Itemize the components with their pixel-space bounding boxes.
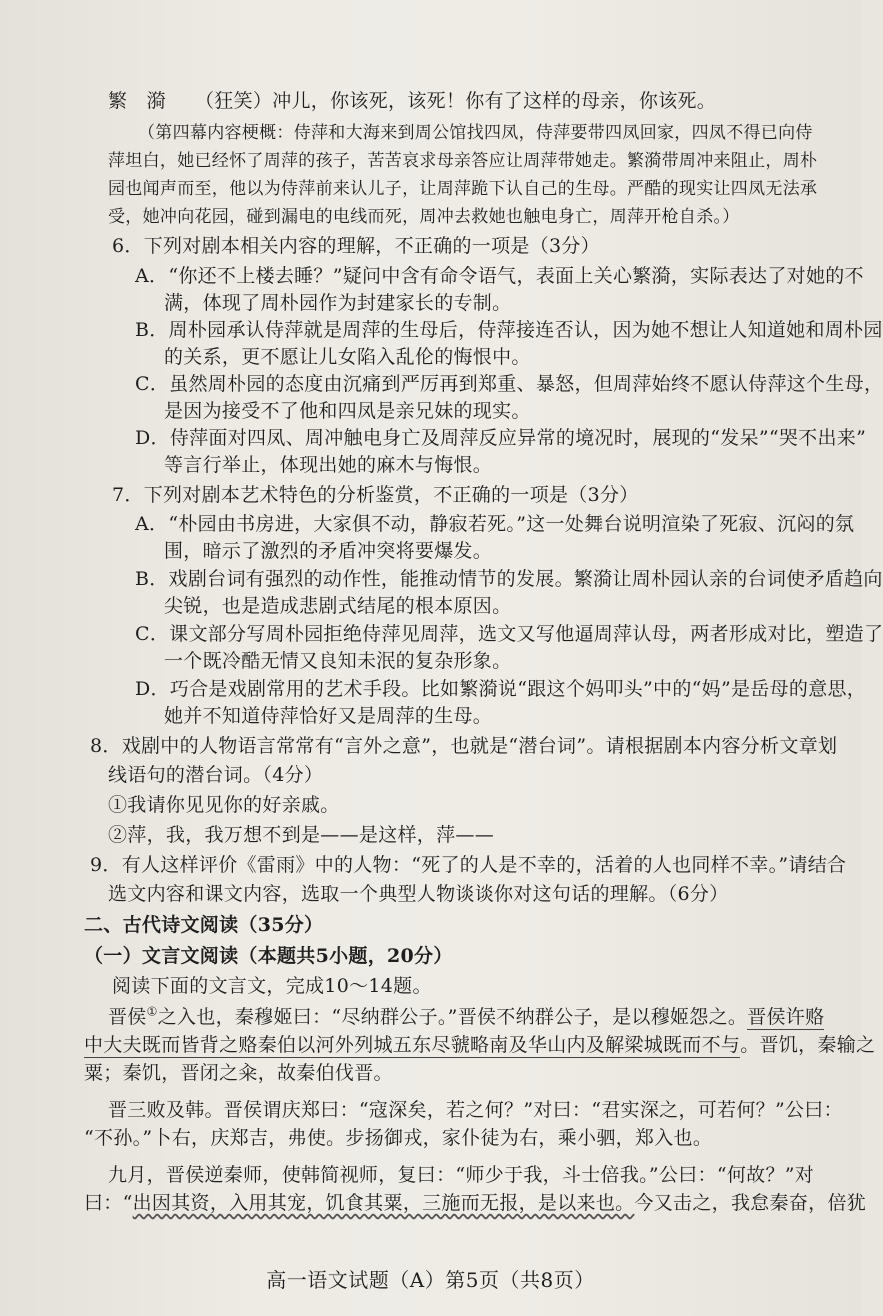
underlined-sentence-part-1: 晋侯许赂 (747, 1006, 825, 1028)
q6-option-c-cont: 是因为接受不了他和四凤是亲兄妹的现实。 (164, 400, 531, 422)
q7-option-a-cont: 围，暗示了激烈的矛盾冲突将要爆发。 (164, 540, 493, 562)
classical-para-3-line-1: 九月，晋侯逆秦师，使韩简视师，复曰：“师少于我，斗士倍我。”公曰：“何故？”对 (108, 1164, 815, 1186)
classical-para-3-line-2: 曰：“出因其资，入用其宠，饥食其粟，三施而无报，是以来也。今又击之，我怠秦奋，倍犹 (84, 1192, 867, 1214)
q7-option-a: A．“朴园由书房进，大家俱不动，静寂若死。”这一处舞台说明渲染了死寂、沉闷的氛 (135, 513, 855, 535)
question-8-stem-cont: 线语句的潜台词。（4分） (108, 764, 324, 786)
wavy-underlined-sentence: 出因其资，入用其宠，饥食其粟，三施而无报，是以来也。 (132, 1192, 635, 1214)
reading-instruction: 阅读下面的文言文，完成10～14题。 (112, 975, 432, 997)
underlined-sentence-part-2: 中大夫既而皆背之赂秦伯以河外列城五东尽虢略南及华山内及解梁城既而不与 (84, 1034, 741, 1056)
classical-para-1-line-3: 粟；秦饥，晋闭之籴，故秦伯伐晋。 (84, 1062, 393, 1084)
classical-para-1-line-1: 晋侯①之入也，秦穆姬曰：“尽纳群公子。”晋侯不纳群公子，是以穆姬怨之。晋侯许赂 (108, 1004, 825, 1028)
q7-option-d-cont: 她并不知道侍萍恰好又是周萍的生母。 (164, 705, 493, 727)
q7-option-b: B．戏剧台词有强烈的动作性，能推动情节的发展。繁漪让周朴园认亲的台词使矛盾趋向 (135, 568, 883, 590)
q7-option-c-cont: 一个既冷酷无情又良知未泯的复杂形象。 (164, 650, 512, 672)
script-line-fanyi: 繁 漪 （狂笑）冲儿，你该死，该死！你有了这样的母亲，你该死。 (108, 90, 717, 112)
q7-option-c: C．课文部分写周朴园拒绝侍萍见周萍，选文又写他逼周萍认母，两者形成对比，塑造了 (135, 623, 883, 645)
q7-option-d: D．巧合是戏剧常用的艺术手段。比如繁漪说“跟这个妈叩头”中的“妈”是岳母的意思， (135, 678, 867, 700)
q6-option-b: B．周朴园承认侍萍就是周萍的生母后，侍萍接连否认，因为她不想让人知道她和周朴园 (135, 319, 883, 341)
q7-option-b-cont: 尖锐，也是造成悲剧式结尾的根本原因。 (164, 595, 512, 617)
page-footer: 高一语文试题（A）第5页（共8页） (266, 1268, 595, 1292)
q6-option-d: D．侍萍面对四凤、周冲触电身亡及周萍反应异常的境况时，展现的“发呆”“哭不出来” (135, 427, 867, 449)
classical-para-1-line-2: 中大夫既而皆背之赂秦伯以河外列城五东尽虢略南及华山内及解梁城既而不与。晋饥，秦输之 (84, 1034, 876, 1056)
synopsis-line-3: 园也闻声而至，他以为侍萍前来认儿子，让周萍跪下认自己的生母。严酷的现实让四凤无法承 (108, 179, 818, 199)
question-7-stem: 7．下列对剧本艺术特色的分析鉴赏，不正确的一项是（3分） (112, 484, 639, 506)
section-2-heading: 二、古代诗文阅读（35分） (84, 914, 324, 936)
q6-option-d-cont: 等言行举止，体现出她的麻木与悔恨。 (164, 454, 493, 476)
q8-item-1: ①我请你见见你的好亲戚。 (108, 794, 340, 816)
synopsis-line-2: 萍坦白，她已经怀了周萍的孩子，苦苦哀求母亲答应让周萍带她走。繁漪带周冲来阻止，周朴 (108, 151, 818, 171)
synopsis-line-1: （第四幕内容梗概：侍萍和大海来到周公馆找四凤，侍萍要带四凤回家，四凤不得已向侍 (138, 123, 813, 143)
question-8-stem: 8．戏剧中的人物语言常常有“言外之意”，也就是“潜台词”。请根据剧本内容分析文章划 (90, 735, 838, 757)
question-6-stem: 6．下列对剧本相关内容的理解，不正确的一项是（3分） (112, 235, 600, 257)
synopsis-line-4: 受，她冲向花园，碰到漏电的电线而死，周冲去救她也触电身亡，周萍开枪自杀。） (108, 207, 740, 227)
classical-para-2-line-2: “不孙。”卜右，庆郑吉，弗使。步扬御戎，家仆徒为右，乘小驷，郑入也。 (84, 1127, 713, 1149)
q6-option-a: A．“你还不上楼去睡？”疑问中含有命令语气，表面上关心繁漪，实际表达了对她的不 (135, 265, 864, 287)
subsection-heading: （一）文言文阅读（本题共5小题，20分） (84, 945, 453, 967)
classical-para-2-line-1: 晋三败及韩。晋侯谓庆郑曰：“寇深矣，若之何？”对曰：“君实深之，可若何？”公曰： (108, 1099, 843, 1121)
q6-option-a-cont: 满，体现了周朴园作为封建家长的专制。 (164, 292, 512, 314)
question-9-stem: 9．有人这样评价《雷雨》中的人物：“死了的人是不幸的，活着的人也同样不幸。”请结合 (90, 854, 847, 876)
q8-item-2: ②萍，我，我万想不到是——是这样，萍—— (108, 824, 495, 846)
q6-option-c: C．虽然周朴园的态度由沉痛到严厉再到郑重、暴怒，但周萍始终不愿认侍萍这个生母， (135, 373, 883, 395)
footnote-marker: ① (146, 1004, 158, 1019)
q6-option-b-cont: 的关系，更不愿让儿女陷入乱伦的悔恨中。 (164, 346, 531, 368)
question-9-stem-cont: 选文内容和课文内容，选取一个典型人物谈谈你对这句话的理解。（6分） (108, 883, 729, 905)
